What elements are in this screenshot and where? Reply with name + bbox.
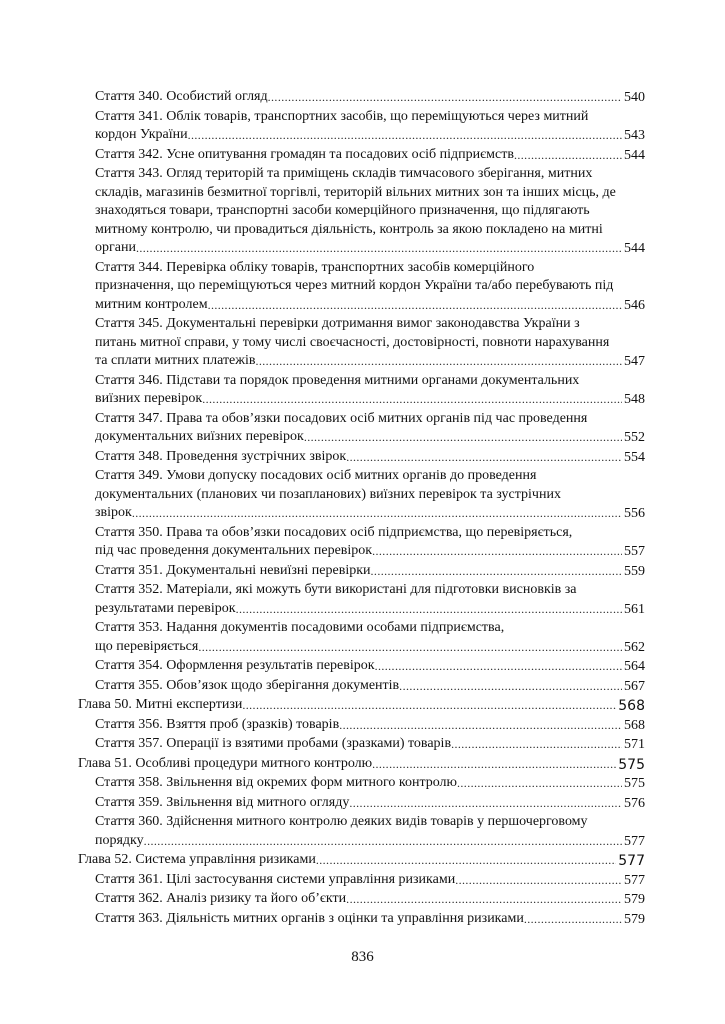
toc-article-entry[interactable]	[0, 108, 645, 146]
dot-leader	[255, 352, 622, 372]
toc-entry-line: Стаття 340. Особистий огляд	[95, 89, 268, 104]
toc-page-number: 554	[624, 449, 645, 465]
toc-entry-title	[95, 794, 622, 814]
dot-leader	[346, 890, 622, 910]
toc-page-number: 544	[624, 241, 645, 256]
toc-entry-line: кордон України	[95, 127, 188, 142]
toc-entry-line: Стаття 354. Оформлення результатів перевірок	[95, 658, 375, 673]
dot-leader	[144, 832, 622, 852]
dot-leader	[346, 448, 622, 468]
toc-page-number: 564	[624, 659, 645, 674]
toc-page-number: 562	[624, 639, 645, 655]
dot-leader	[372, 755, 616, 775]
toc-entry-line: Стаття 359. Звільнення від митного огляду	[95, 794, 350, 810]
toc-entry-title	[95, 657, 622, 677]
toc-article-entry[interactable]	[0, 88, 645, 108]
toc-entry-line: Стаття 361. Цілі застосування системи управління ризиками	[95, 871, 456, 887]
toc-entry-line: знаходяться товари, транспортні засоби комерційного призначення, що підлягають	[95, 203, 590, 218]
toc-article-entry[interactable]	[0, 146, 645, 166]
toc-entry-title	[95, 871, 622, 891]
toc-page-number: 579	[624, 911, 645, 927]
toc-entry-line: виїзних перевірок	[95, 391, 203, 406]
toc-entry-line: Стаття 362. Аналіз ризику та його об’єкти	[95, 891, 347, 906]
toc-page-number: 552	[624, 430, 645, 445]
dot-leader	[242, 696, 616, 716]
toc-entry-line: що перевіряється	[95, 638, 199, 654]
dot-leader	[451, 735, 622, 755]
toc-entry-title	[95, 813, 622, 851]
toc-entry-title	[95, 619, 622, 657]
toc-entry-title	[95, 410, 622, 448]
toc-entry-line: документальних (планових чи позапланових) виїзних перевірок та зустрічних	[95, 486, 561, 502]
dot-leader	[202, 390, 622, 410]
toc-entry-line: Стаття 358. Звільнення від окремих форм митного контролю	[95, 775, 457, 790]
page-number: 836	[351, 949, 374, 965]
toc-article-entry[interactable]	[0, 657, 645, 677]
toc-article-entry[interactable]	[0, 259, 645, 316]
toc-article-entry[interactable]	[0, 813, 645, 851]
toc-entry-title	[95, 259, 622, 316]
toc-entry-title	[95, 562, 622, 582]
toc-entry-line: під час проведення документальних перевірок	[95, 543, 373, 558]
toc-entry-title	[95, 146, 622, 166]
dot-leader	[188, 126, 622, 146]
toc-article-entry[interactable]	[0, 619, 645, 657]
toc-entry-line: Стаття 345. Документальні перевірки дотримання вимог законодавства України з	[95, 316, 580, 331]
toc-entry-title	[95, 108, 622, 146]
toc-article-entry[interactable]	[0, 315, 645, 372]
toc-entry-line: Стаття 347. Права та обов’язки посадових осіб митних органів під час проведення	[95, 410, 588, 426]
toc-entry-line: Стаття 351. Документальні невиїзні перевірки	[95, 562, 371, 578]
toc-page-number: 577	[624, 872, 645, 888]
toc-entry-line: Стаття 360. Здійснення митного контролю деяких видів товарів у першочерговому	[95, 814, 588, 829]
toc-article-entry[interactable]	[0, 372, 645, 410]
toc-entry-line: документальних виїзних перевірок	[95, 429, 304, 444]
toc-entry-title	[95, 448, 622, 468]
dot-leader	[375, 657, 622, 677]
dot-leader	[457, 774, 622, 794]
table-of-contents	[0, 88, 725, 929]
toc-entry-title	[95, 735, 622, 755]
toc-article-entry[interactable]	[0, 794, 645, 814]
toc-page-number: 540	[624, 90, 645, 105]
toc-entry-line: Стаття 341. Облік товарів, транспортних засобів, що переміщуються через митний	[95, 108, 589, 124]
toc-page-number: 568	[624, 717, 645, 733]
toc-article-entry[interactable]	[0, 890, 645, 910]
toc-entry-title	[95, 910, 622, 930]
toc-entry-line: Стаття 342. Усне опитування громадян та посадових осіб підприємств	[95, 146, 514, 162]
toc-entry-title	[95, 774, 622, 794]
dot-leader	[372, 542, 622, 562]
dot-leader	[136, 239, 622, 259]
toc-page-number: 576	[624, 795, 645, 811]
toc-entry-title	[95, 467, 622, 524]
toc-entry-line: Стаття 346. Підстави та порядок проведення митними органами документальних	[95, 372, 580, 388]
dot-leader	[132, 504, 622, 524]
toc-page-number: 568	[618, 698, 645, 714]
toc-entry-title	[95, 890, 622, 910]
toc-entry-line: митному контролю, чи провадиться діяльність, контроль за якою покладено на митні	[95, 221, 603, 237]
toc-entry-line: Стаття 350. Права та обов’язки посадових осіб підприємства, що перевіряється,	[95, 524, 573, 540]
toc-article-entry[interactable]	[0, 467, 645, 524]
toc-page-number: 557	[624, 544, 645, 559]
toc-entry-title	[78, 851, 616, 871]
toc-entry-line: Стаття 343. Огляд територій та приміщень складів тимчасового зберігання, митних	[95, 166, 593, 181]
toc-article-entry[interactable]	[0, 524, 645, 562]
toc-entry-title	[95, 372, 622, 410]
toc-chapter-entry[interactable]	[0, 696, 645, 716]
toc-article-entry[interactable]	[0, 910, 645, 930]
toc-entry-line: Стаття 348. Проведення зустрічних звірок	[95, 448, 347, 464]
toc-page-number: 546	[624, 297, 645, 313]
toc-article-entry[interactable]	[0, 735, 645, 755]
toc-entry-line: Стаття 353. Надання документів посадовими особами підприємства,	[95, 620, 505, 635]
toc-page-number: 548	[624, 392, 645, 407]
toc-article-entry[interactable]	[0, 871, 645, 891]
toc-entry-title	[95, 524, 622, 562]
toc-entry-line: складів, магазинів безмитної торгівлі, територій вільних митних зон та інших місць, де	[95, 184, 616, 200]
toc-entry-title	[78, 696, 616, 716]
dot-leader	[399, 677, 622, 697]
toc-article-entry[interactable]	[0, 774, 645, 794]
toc-entry-line: Стаття 355. Обов’язок щодо зберігання документів	[95, 677, 400, 693]
toc-entry-line: Стаття 349. Умови допуску посадових осіб митних органів до проведення	[95, 468, 537, 483]
dot-leader	[208, 296, 622, 316]
toc-entry-line: Глава 50. Митні експертизи	[78, 697, 243, 712]
toc-chapter-entry[interactable]	[0, 755, 645, 775]
dot-leader	[304, 428, 622, 448]
dot-leader	[236, 600, 622, 620]
toc-entry-line: питань митної справи, у тому числі своєчасності, достовірності, повноти нарахування	[95, 334, 610, 350]
toc-entry-title	[95, 88, 622, 108]
toc-page-number: 577	[624, 833, 645, 849]
dot-leader	[371, 562, 622, 582]
toc-entry-line: Стаття 352. Матеріали, які можуть бути використані для підготовки висновків за	[95, 582, 577, 597]
toc-article-entry[interactable]	[0, 448, 645, 468]
toc-entry-line: результатами перевірок	[95, 600, 236, 616]
toc-entry-line: призначення, що переміщуються через митний кордон України та/або перебувають під	[95, 278, 614, 293]
toc-page-number: 577	[618, 853, 645, 869]
dot-leader	[198, 638, 622, 658]
toc-chapter-entry[interactable]	[0, 851, 645, 871]
toc-article-entry[interactable]	[0, 716, 645, 736]
toc-page-number: 575	[624, 776, 645, 791]
toc-page-number: 579	[624, 892, 645, 907]
toc-page-number: 567	[624, 678, 645, 694]
toc-page-number: 575	[618, 756, 645, 773]
dot-leader	[339, 716, 622, 736]
toc-entry-line: Стаття 356. Взяття проб (зразків) товарів	[95, 716, 340, 732]
toc-entry-line: звірок	[95, 505, 132, 520]
dot-leader	[316, 851, 616, 871]
toc-entry-title	[95, 581, 622, 619]
toc-entry-line: органи	[95, 240, 136, 255]
toc-article-entry[interactable]	[0, 581, 645, 619]
toc-entry-title	[95, 677, 622, 697]
toc-entry-line: Глава 51. Особливі процедури митного контролю	[78, 755, 373, 771]
toc-entry-title	[95, 716, 622, 736]
toc-entry-line: митним контролем	[95, 296, 208, 312]
toc-entry-line: Стаття 344. Перевірка обліку товарів, транспортних засобів комерційного	[95, 259, 535, 275]
toc-entry-line: порядку	[95, 832, 144, 848]
toc-entry-title	[95, 315, 622, 372]
dot-leader	[514, 146, 622, 166]
toc-entry-line: Глава 52. Система управління ризиками	[78, 852, 316, 867]
toc-page-number: 547	[624, 354, 645, 369]
toc-entry-line: Стаття 363. Діяльність митних органів з оцінки та управління ризиками	[95, 910, 524, 926]
toc-page-number: 561	[624, 601, 645, 617]
toc-page-number: 556	[624, 506, 645, 521]
toc-entry-title	[78, 755, 616, 775]
toc-page-number: 543	[624, 128, 645, 143]
dot-leader	[455, 871, 622, 891]
dot-leader	[524, 910, 622, 930]
dot-leader	[349, 794, 622, 814]
toc-article-entry[interactable]	[0, 165, 645, 259]
toc-entry-line: Стаття 357. Операції із взятими пробами (зразками) товарів	[95, 736, 452, 751]
toc-entry-line: та сплати митних платежів	[95, 353, 256, 368]
toc-article-entry[interactable]	[0, 677, 645, 697]
dot-leader	[268, 88, 622, 108]
toc-page-number: 559	[624, 563, 645, 579]
toc-article-entry[interactable]	[0, 410, 645, 448]
toc-entry-title	[95, 165, 622, 259]
toc-article-entry[interactable]	[0, 562, 645, 582]
toc-page-number: 544	[624, 147, 645, 163]
toc-page-number: 571	[624, 737, 645, 752]
